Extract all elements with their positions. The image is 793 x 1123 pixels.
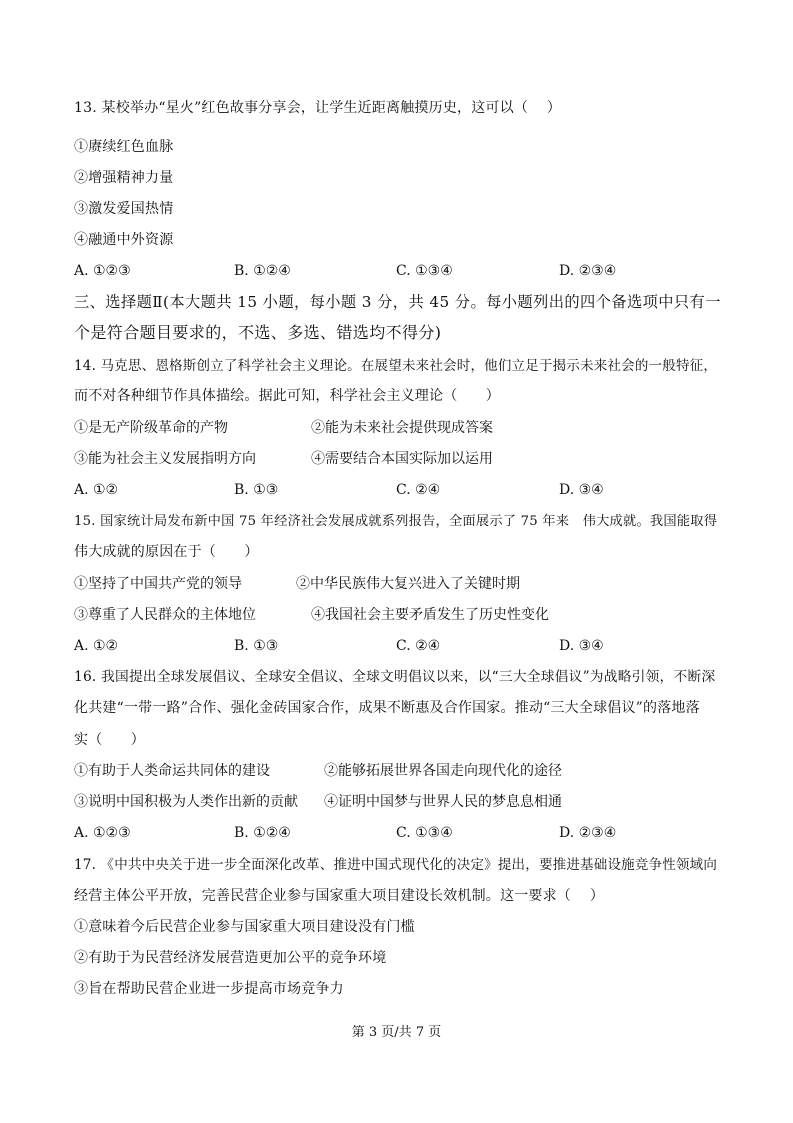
q16-stem-line-3: 实（ ） <box>74 732 145 748</box>
q17-option-1: ①意味着今后民营企业参与国家重大项目建设没有门槛 <box>74 919 415 935</box>
q14-option-1: ①是无产阶级革命的产物 <box>74 420 228 436</box>
q15-option-3: ③尊重了人民群众的主体地位 <box>74 607 256 623</box>
page-number: 第 3 页/共 7 页 <box>351 1025 442 1040</box>
choice-c: C. ②④ <box>396 482 441 498</box>
q16-option-4: ④证明中国梦与世界人民的梦息息相通 <box>324 794 562 810</box>
section-heading-line-1: 三、选择题Ⅱ(本大题共 15 小题，每小题 3 分，共 45 分。每小题列出的四个备选项中只有一 <box>74 293 721 311</box>
choice-a: A. ①②③ <box>74 263 131 279</box>
q17-stem-line-2: 经营主体公平开放，完善民营企业参与国家重大项目建设长效机制。这一要求（ ） <box>74 888 605 904</box>
q14-option-3: ③能为社会主义发展指明方向 <box>74 451 256 467</box>
q13-option-3: ③激发爱国热情 <box>74 201 174 217</box>
choice-b: B. ①③ <box>234 638 279 654</box>
q15-option-2: ②中华民族伟大复兴进入了关键时期 <box>296 576 520 592</box>
q17-option-2: ②有助于为民营经济发展营造更加公平的竞争环境 <box>74 950 387 966</box>
q16-option-1: ①有助于人类命运共同体的建设 <box>74 763 270 779</box>
q14-stem-line-1: 14. 马克思、恩格斯创立了科学社会主义理论。在展望未来社会时，他们立足于揭示未来社会的一般特征， <box>74 358 718 374</box>
q16-choices <box>74 823 724 843</box>
q14-choices <box>74 480 724 500</box>
q17-option-3: ③旨在帮助民营企业进一步提高市场竞争力 <box>74 981 344 997</box>
choice-c: C. ②④ <box>396 638 441 654</box>
q16-stem-line-1: 16. 我国提出全球发展倡议、全球安全倡议、全球文明倡议以来，以“三大全球倡议”为战略引领，不断深 <box>74 669 716 685</box>
q16-option-3: ③说明中国积极为人类作出新的贡献 <box>74 794 298 810</box>
q16-options-row-2 <box>74 792 724 812</box>
q14-options-row-2 <box>74 449 724 469</box>
choice-a: A. ①② <box>74 482 119 498</box>
q13-option-4: ④融通中外资源 <box>74 232 174 248</box>
choice-d: D. ③④ <box>559 638 604 654</box>
choice-d: D. ②③④ <box>559 825 617 841</box>
q15-option-4: ④我国社会主要矛盾发生了历史性变化 <box>311 607 549 623</box>
q13-option-1: ①赓续红色血脉 <box>74 139 174 155</box>
q15-choices <box>74 636 724 656</box>
q15-stem-line-1: 15. 国家统计局发布新中国 75 年经济社会发展成就系列报告，全面展示了 75 年来 伟大成就。我国能取得 <box>74 514 718 529</box>
q15-option-1: ①坚持了中国共产党的领导 <box>74 576 242 592</box>
choice-d: D. ②③④ <box>559 263 617 279</box>
q14-option-2: ②能为未来社会提供现成答案 <box>311 420 493 436</box>
choice-c: C. ①③④ <box>396 825 453 841</box>
q13-choices <box>74 261 724 281</box>
q14-option-4: ④需要结合本国实际加以运用 <box>311 451 493 467</box>
q14-options-row-1 <box>74 418 724 438</box>
q15-options-row-2 <box>74 605 724 625</box>
choice-c: C. ①③④ <box>396 263 453 279</box>
choice-a: A. ①② <box>74 638 119 654</box>
q16-stem-line-2: 化共建“一带一路”合作、强化金砖国家合作，成果不断惠及合作国家。推动“三大全球倡议”的落地落 <box>74 700 700 716</box>
q13-option-2: ②增强精神力量 <box>74 170 174 186</box>
q16-options-row-1 <box>74 761 724 781</box>
choice-d: D. ③④ <box>559 482 604 498</box>
choice-a: A. ①②③ <box>74 825 131 841</box>
section-heading-line-2: 个是符合题目要求的，不选、多选、错选均不得分) <box>74 323 442 342</box>
q17-stem-line-1: 17. 《中共中央关于进一步全面深化改革、推进中国式现代化的决定》提出，要推进基础设施竞争性领域向 <box>74 857 718 873</box>
q14-stem-line-2: 而不对各种细节作具体描绘。据此可知，科学社会主义理论（ ） <box>74 388 500 404</box>
q15-options-row-1 <box>74 574 724 594</box>
choice-b: B. ①②④ <box>234 825 291 841</box>
q13-stem: 13. 某校举办“星火”红色故事分享会，让学生近距离触摸历史，这可以（ ） <box>74 100 562 116</box>
choice-b: B. ①②④ <box>234 263 291 279</box>
q15-stem-line-2: 伟大成就的原因在于（ ） <box>74 544 259 560</box>
q16-option-2: ②能够拓展世界各国走向现代化的途径 <box>324 763 562 779</box>
choice-b: B. ①③ <box>234 482 279 498</box>
